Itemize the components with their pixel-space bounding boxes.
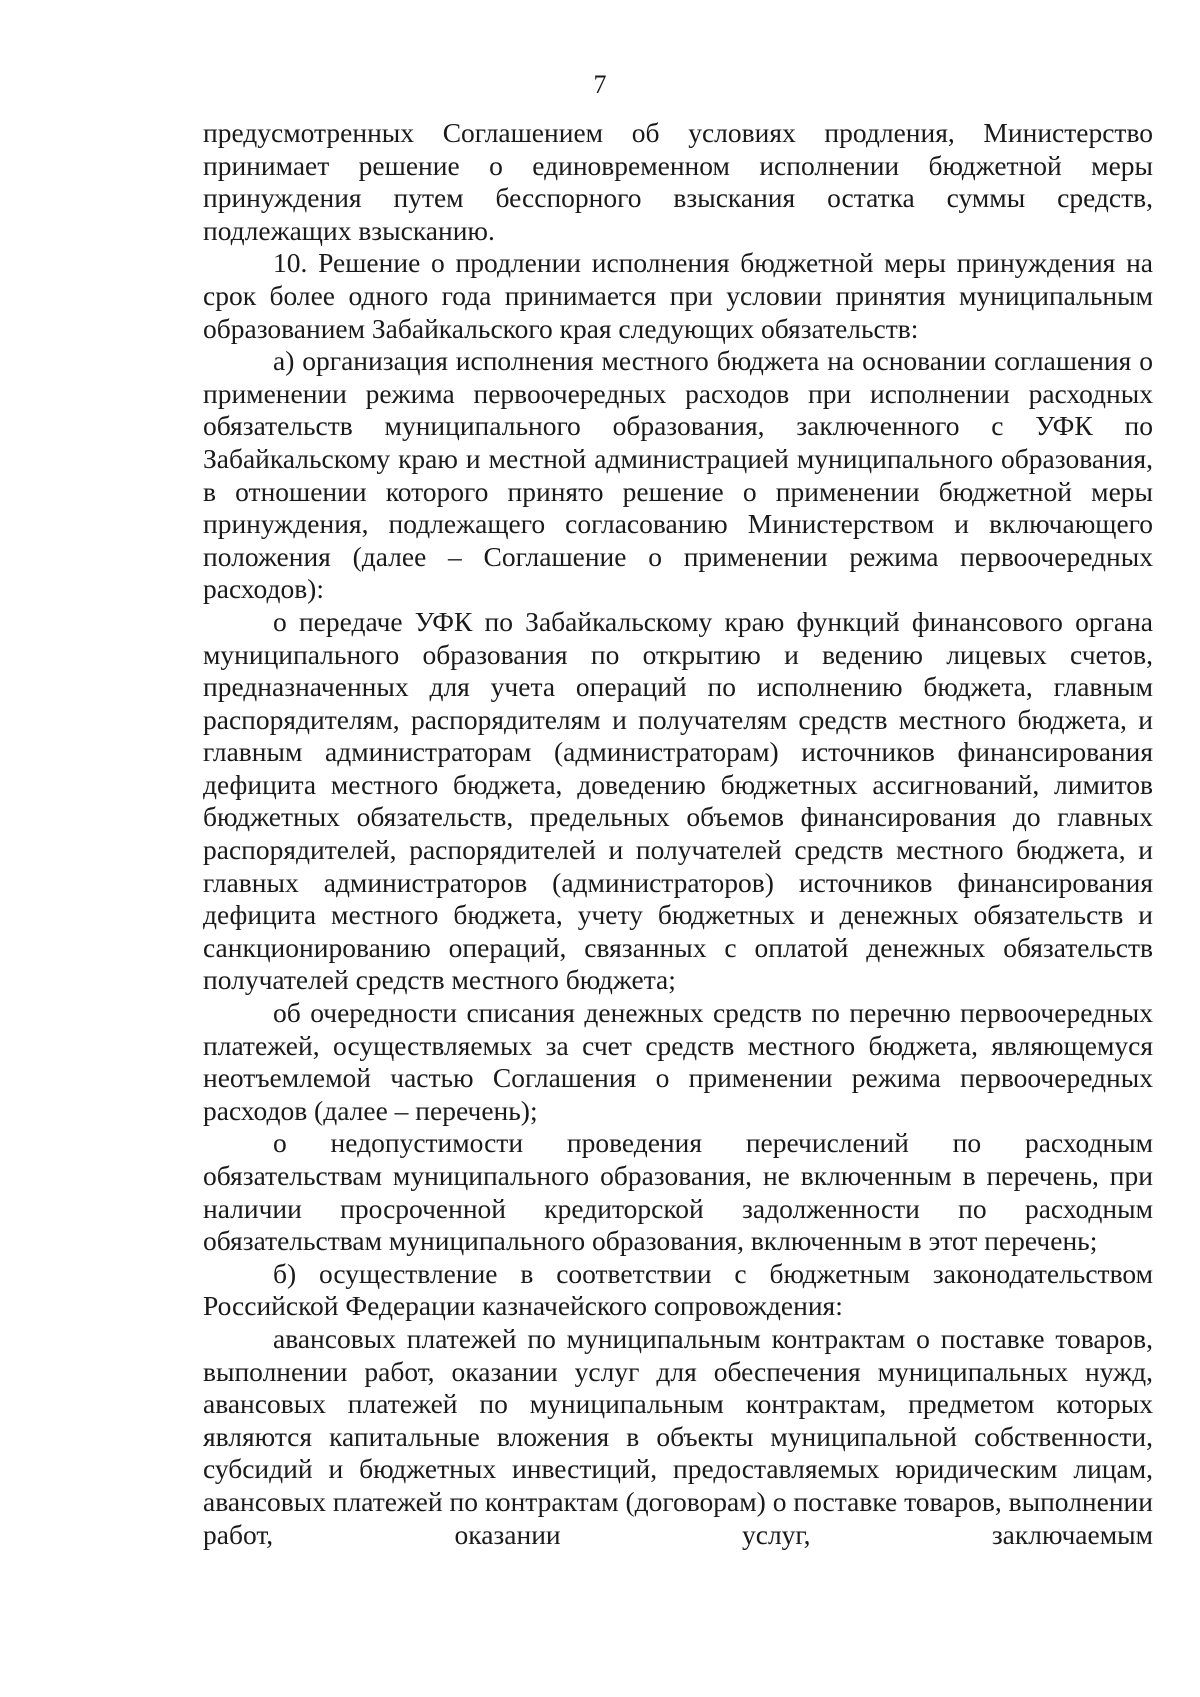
paragraph-item-10: 10. Решение о продлении исполнения бюджетной меры принуждения на срок более одного года принимается при условии принятия муниципальным образованием Забайкальского края следующих обязательств: xyxy=(203,247,1153,344)
paragraph-transfer-functions: о передаче УФК по Забайкальскому краю функций финансового органа муниципального образования по открытию и ведению лицевых счетов, предназначенных для учета операций по исполнению бюджета, главным распорядителям, распорядителям и получателям средств местного бюджета, и главным администраторам (администраторам) источников финансирования дефицита местного бюджета, доведению бюджетных ассигнований, лимитов бюджетных обязательств, предельных объемов финансирования до главных распорядителей, распорядителей и получателей средств местного бюджета, и главных администраторов (администраторов) источников финансирования дефицита местного бюджета, учету бюджетных и денежных обязательств и санкционированию операций, связанных с оплатой денежных обязательств получателей средств местного бюджета; xyxy=(203,605,1153,996)
paragraph-inadmissibility: о недопустимости проведения перечислений по расходным обязательствам муниципального образования, не включенным в перечень, при наличии просроченной кредиторской задолженности по расходным обязательствам муниципального образования, включенным в этот перечень; xyxy=(203,1127,1153,1257)
paragraph-advance-payments: авансовых платежей по муниципальным контрактам о поставке товаров, выполнении работ, оказании услуг для обеспечения муниципальных нужд, авансовых платежей по муниципальным контрактам, предметом которых являются капитальные вложения в объекты муниципальной собственности, субсидий и бюджетных инвестиций, предоставляемых юридическим лицам, авансовых платежей по контрактам (договорам) о поставке товаров, выполнении работ, оказании услуг, заключаемым xyxy=(203,1322,1153,1550)
paragraph-subitem-b: б) осуществление в соответствии с бюджетным законодательством Российской Федерации казначейского сопровождения: xyxy=(203,1257,1153,1322)
paragraph-subitem-a: а) организация исполнения местного бюджета на основании соглашения о применении режима первоочередных расходов при исполнении расходных обязательств муниципального образования, заключенного с УФК по Забайкальскому краю и местной администрацией муниципального образования, в отношении которого принято решение о применении бюджетной меры принуждения, подлежащего согласованию Министерством и включающего положения (далее – Соглашение о применении режима первоочередных расходов): xyxy=(203,345,1153,605)
page-number: 7 xyxy=(593,70,607,99)
document-body xyxy=(203,117,1153,1551)
paragraph-payment-order: об очередности списания денежных средств по перечню первоочередных платежей, осуществляемых за счет средств местного бюджета, являющемуся неотъемлемой частью Соглашения о применении режима первоочередных расходов (далее – перечень); xyxy=(203,997,1153,1126)
paragraph-continuation: предусмотренных Соглашением об условиях продления, Министерство принимает решение о единовременном исполнении бюджетной меры принуждения путем бесспорного взыскания остатка суммы средств, подлежащих взысканию. xyxy=(203,117,1153,246)
